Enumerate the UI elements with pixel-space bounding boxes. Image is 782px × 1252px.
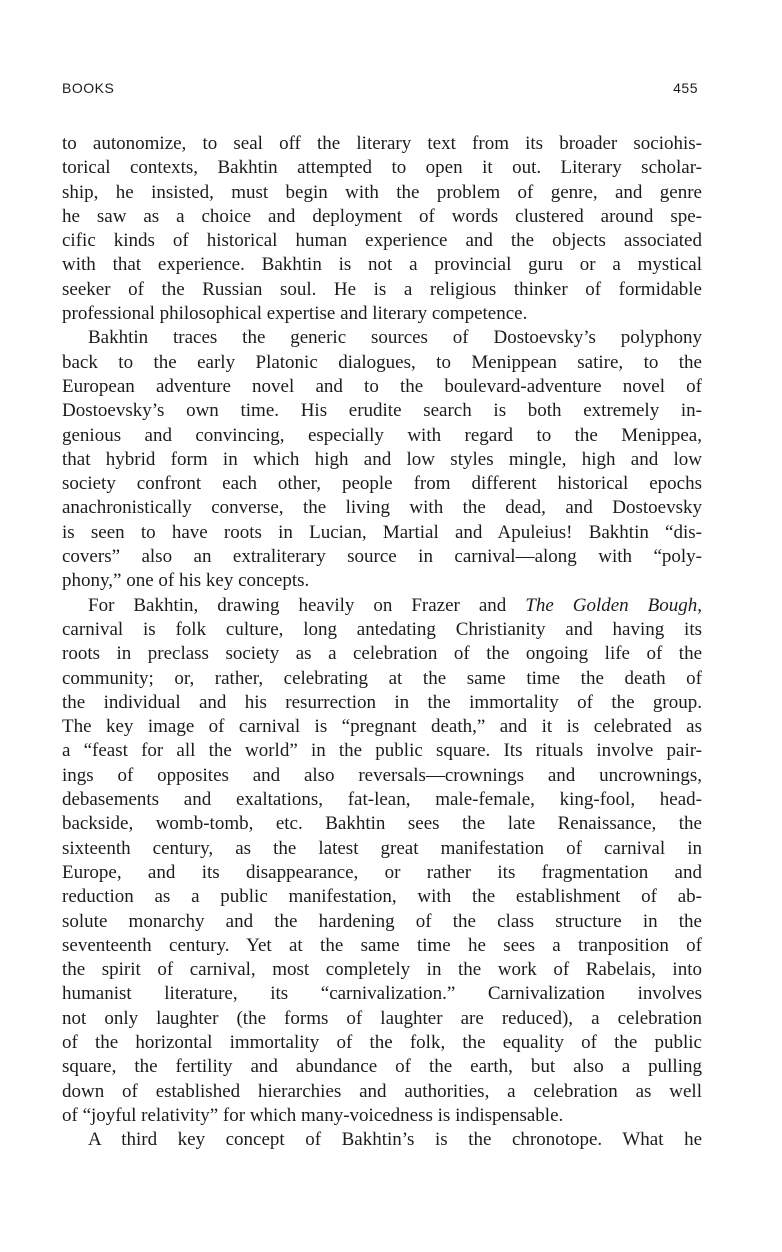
text-line: Europe, and its disappearance, or rather its fragmentation and	[62, 861, 702, 883]
text-line: of the horizontal immortality of the folk, the equality of the public	[62, 1031, 702, 1053]
text-line: carnival is folk culture, long antedating Christianity and having its	[62, 618, 702, 640]
text-line: the individual and his resurrection in the immortality of the group.	[62, 691, 702, 713]
text-line: torical contexts, Bakhtin attempted to open it out. Literary scholar-	[62, 157, 702, 179]
text-line: genious and convincing, especially with regard to the Menippea,	[62, 424, 702, 446]
text-line: is seen to have roots in Lucian, Martial and Apuleius! Bakhtin “dis-	[62, 521, 702, 543]
text-line: that hybrid form in which high and low styles mingle, high and low	[62, 448, 702, 470]
text-line: covers” also an extraliterary source in carnival—along with “poly-	[62, 546, 702, 568]
text-line: sixteenth century, as the latest great manifestation of carnival in	[62, 837, 702, 859]
text-line: back to the early Platonic dialogues, to Menippean satire, to the	[62, 351, 702, 373]
text-line: humanist literature, its “carnivalization.” Carnivalization involves	[62, 983, 702, 1005]
text-line: a “feast for all the world” in the public square. Its rituals involve pair-	[62, 740, 702, 762]
text-line: The key image of carnival is “pregnant death,” and it is celebrated as	[62, 716, 702, 738]
text-line: phony,” one of his key concepts.	[62, 570, 310, 592]
text-line: he saw as a choice and deployment of words clustered around spe-	[62, 205, 702, 227]
book-title: The Golden Bough	[525, 594, 698, 616]
text-line: of “joyful relativity” for which many-voicedness is indispensable.	[62, 1104, 564, 1126]
text-line: backside, womb-tomb, etc. Bakhtin sees the late Renaissance, the	[62, 813, 702, 835]
page-header	[62, 80, 698, 100]
text-line: Dostoevsky’s own time. His erudite search is both extremely in-	[62, 400, 702, 422]
text-line: ship, he insisted, must begin with the problem of genre, and genre	[62, 181, 702, 203]
body-text	[62, 132, 702, 1152]
text-line: cific kinds of historical human experience and the objects associated	[62, 230, 702, 252]
text-line: community; or, rather, celebrating at the same time the death of	[62, 667, 702, 689]
paragraph-start-line: Bakhtin traces the generic sources of Dostoevsky’s polyphony	[88, 327, 702, 349]
text-line: European adventure novel and to the boulevard-adventure novel of	[62, 375, 702, 397]
text-line: debasements and exaltations, fat-lean, male-female, king-fool, head-	[62, 789, 702, 811]
paragraph-start-line	[62, 594, 702, 618]
text-line: roots in preclass society as a celebration of the ongoing life of the	[62, 643, 702, 665]
text-line: professional philosophical expertise and literary competence.	[62, 303, 528, 325]
text-line: down of established hierarchies and authorities, a celebration as well	[62, 1080, 702, 1102]
paragraph-start-line: A third key concept of Bakhtin’s is the chronotope. What he	[88, 1129, 702, 1151]
text-line: with that experience. Bakhtin is not a provincial guru or a mystical	[62, 254, 702, 276]
text-line: not only laughter (the forms of laughter are reduced), a celebration	[62, 1007, 702, 1029]
text-line: seeker of the Russian soul. He is a religious thinker of formidable	[62, 278, 702, 300]
text-line: solute monarchy and the hardening of the class structure in the	[62, 910, 702, 932]
text-line: society confront each other, people from different historical epochs	[62, 473, 702, 495]
text-line: ings of opposites and also reversals—crownings and uncrownings,	[62, 764, 702, 786]
text-line: square, the fertility and abundance of the earth, but also a pulling	[62, 1056, 702, 1078]
text-line: to autonomize, to seal off the literary text from its broader sociohis-	[62, 133, 702, 154]
text-line: seventeenth century. Yet at the same time he sees a tranposition of	[62, 934, 702, 956]
running-head: BOOKS	[62, 80, 115, 96]
text-line: reduction as a public manifestation, with the establishment of ab-	[62, 886, 702, 908]
page-number: 455	[673, 80, 698, 96]
text-line: anachronistically converse, the living with the dead, and Dostoevsky	[62, 497, 702, 519]
text-line: the spirit of carnival, most completely in the work of Rabelais, into	[62, 959, 702, 981]
line-text: ,	[697, 594, 702, 616]
line-text: For Bakhtin, drawing heavily on Frazer and	[88, 594, 526, 616]
